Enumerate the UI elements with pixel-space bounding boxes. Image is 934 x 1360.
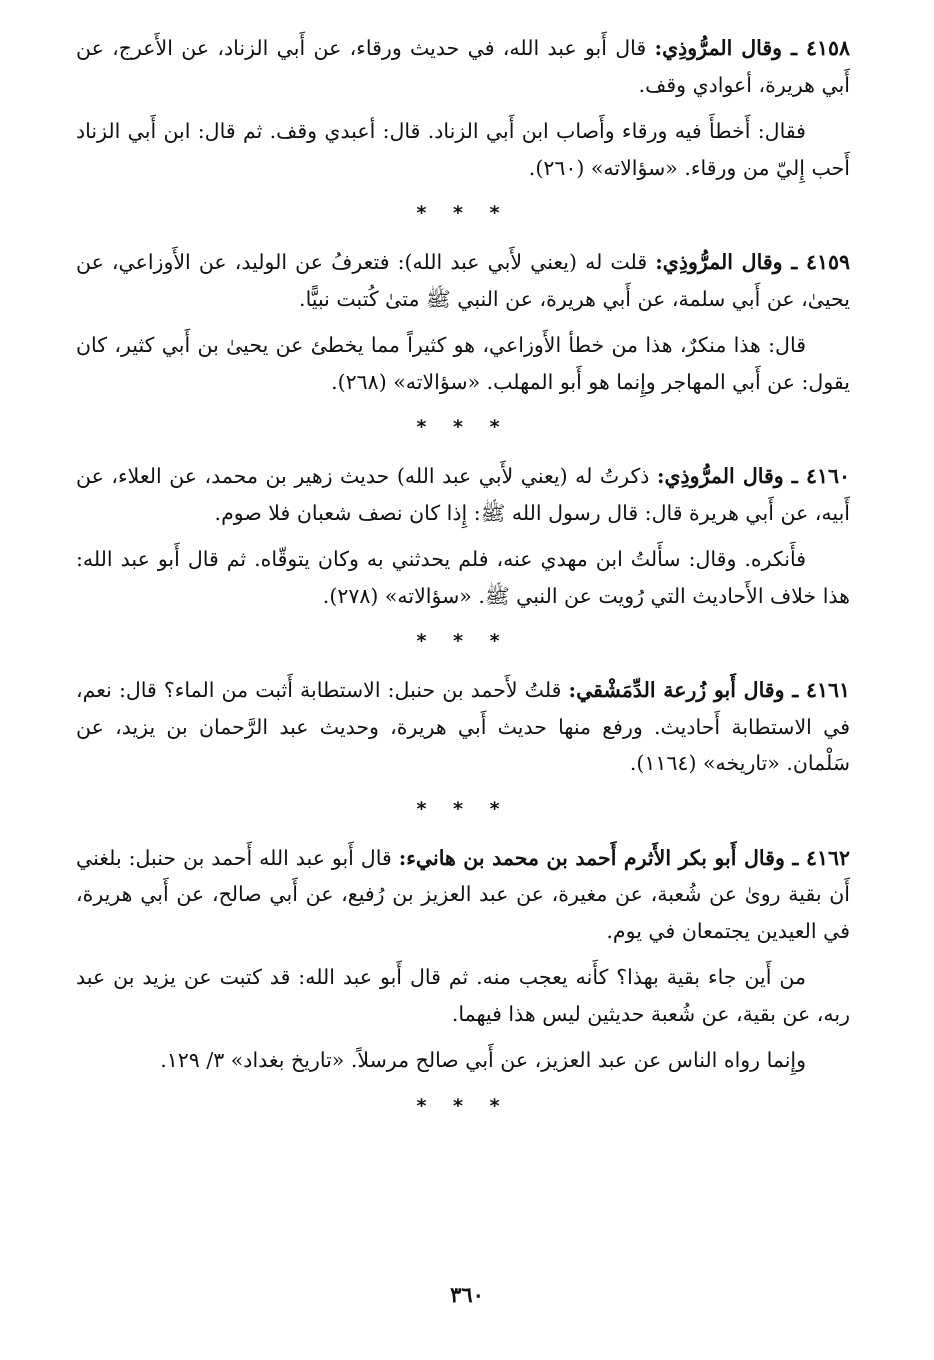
entry-paragraph: من أَين جاء بقية بهذا؟ كأَنه يعجب منه. ثم قال أَبو عبد الله: قد كتبت عن يزيد بن عبد ربه، عن بقية، عن شُعبة حديثين ليس هذا فيهما. <box>76 965 850 1026</box>
entry-text: قلتُ لأَحمد بن حنبل: الاستطابة أَثبت من الماء؟ قال: نعم، في الاستطابة أَحاديث. ورفع منها حديث أَبي هريرة، وحديث عبد الرَّحمان بن يزيد، عن سَلْمان. «تاريخه» (١١٦٤). <box>76 678 850 775</box>
section-separator: * * * <box>416 416 510 438</box>
entry-heading: وقال أَبو زُرعة الدِّمَشْقي: <box>568 678 785 702</box>
entry-4161 <box>76 672 850 782</box>
entry-4158 <box>76 30 850 186</box>
entry-first-paragraph: ٤١٦٢ ـ وقال أَبو بكر الأَثرم أَحمد بن محمد بن هانيء: قال أَبو عبد الله أَحمد بن حنبل: بلغني أَن بقية روىٰ عن شُعبة، عن مغيرة، عن عبد العزيز بن رُفيع، عن أَبي صالح، عن أَبي هريرة، في العيدين يجتمعان في يوم. <box>76 845 851 943</box>
entry-4159 <box>76 244 850 400</box>
entry-text: ذكرتُ له (يعني لأَبي عبد الله) حديث زهير بن محمد، عن العلاء، عن أَبيه، عن أَبي هريرة قال: قال رسول الله ﷺ: إِذا كان نصف شعبان فلا صوم. <box>76 464 850 525</box>
entry-paragraph: قال: هذا منكرٌ، هذا من خطأ الأَوزاعي، هو كثيراً مما يخطئ عن يحيىٰ بن أَبي كثير، كان يقول: عن أَبي المهاجر وإِنما هو أَبو المهلب. «سؤالاته» (٢٦٨). <box>76 333 850 394</box>
entry-number: ٤١٦٢ <box>805 845 851 870</box>
page-body <box>76 30 850 1137</box>
section-separator: * * * <box>416 1094 510 1117</box>
entry-paragraph: فأَنكره. وقال: سأَلتُ ابن مهدي عنه، فلم يحدثني به وكان يتوقّاه. ثم قال أَبو عبد الله: هذا خلاف الأَحاديث التي رُويت عن النبي ﷺ. «سؤالاته» (٢٧٨). <box>76 547 850 608</box>
entry-heading: وقال المرُّوذِي: <box>656 464 784 488</box>
entry-first-paragraph: ٤١٥٨ ـ وقال المرُّوذِي: قال أَبو عبد الله، في حديث ورقاء، عن أَبي الزناد، عن الأَعرج، عن أَبي هريرة، أعوادي وقف. <box>76 36 850 97</box>
entry-number: ٤١٥٨ <box>805 36 850 60</box>
section-separator: * * * <box>416 630 510 652</box>
entry-4160 <box>76 458 850 614</box>
entry-text: قلت له (يعني لأَبي عبد الله): فتعرفُ عن الوليد، عن الأَوزاعي، عن يحيىٰ، عن أَبي سلمة، عن أَبي هريرة، عن النبي ﷺ متىٰ كُتبت نبيًّا. <box>76 250 850 311</box>
entry-paragraph: وإِنما رواه الناس عن عبد العزيز، عن أَبي صالح مرسلاً. «تاريخ بغداد» ٣/ ١٢٩. <box>160 1048 806 1072</box>
entry-4162 <box>76 840 850 1079</box>
entry-first-paragraph: ٤١٦١ ـ وقال أَبو زُرعة الدِّمَشْقي: قلتُ لأَحمد بن حنبل: الاستطابة أَثبت من الماء؟ قال: نعم، في الاستطابة أَحاديث. ورفع منها حديث أَبي هريرة، وحديث عبد الرَّحمان بن يزيد، عن سَلْمان. «تاريخه» (١١٦٤). <box>76 678 850 775</box>
section-separator: * * * <box>416 797 510 820</box>
entry-number: ٤١٥٩ <box>805 250 850 274</box>
section-separator: * * * <box>416 202 510 224</box>
entry-number: ٤١٦٠ <box>805 464 850 488</box>
entry-number: ٤١٦١ <box>805 678 850 702</box>
entry-heading: وقال المرُّوذِي: <box>654 36 783 60</box>
entry-first-paragraph: ٤١٥٩ ـ وقال المرُّوذِي: قلت له (يعني لأَبي عبد الله): فتعرفُ عن الوليد، عن الأَوزاعي، عن يحيىٰ، عن أَبي سلمة، عن أَبي هريرة، عن النبي ﷺ متىٰ كُتبت نبيًّا. <box>76 250 850 311</box>
page-number: ٣٦٠ <box>450 1282 484 1307</box>
entry-first-paragraph: ٤١٦٠ ـ وقال المرُّوذِي: ذكرتُ له (يعني لأَبي عبد الله) حديث زهير بن محمد، عن العلاء، عن أَبيه، عن أَبي هريرة قال: قال رسول الله ﷺ: إِذا كان نصف شعبان فلا صوم. <box>76 464 850 525</box>
entry-text: قال أَبو عبد الله أَحمد بن حنبل: بلغني أَن بقية روىٰ عن شُعبة، عن مغيرة، عن عبد العزيز بن رُفيع، عن أَبي صالح، عن أَبي هريرة، في العيدين يجتمعان في يوم. <box>76 845 850 943</box>
entry-heading: وقال المرُّوذِي: <box>655 250 783 274</box>
entry-paragraph: فقال: أَخطأَ فيه ورقاء وأَصاب ابن أَبي الزناد. قال: أعبدي وقف. ثم قال: ابن أَبي الزناد أَحب إِليّ من ورقاء. «سؤالاته» (٢٦٠). <box>76 119 850 180</box>
entry-heading: وقال أَبو بكر الأَثرم أَحمد بن محمد بن هانيء: <box>398 845 785 870</box>
entry-text: قال أَبو عبد الله، في حديث ورقاء، عن أَبي الزناد، عن الأَعرج، عن أَبي هريرة، أعوادي وقف. <box>76 36 850 97</box>
